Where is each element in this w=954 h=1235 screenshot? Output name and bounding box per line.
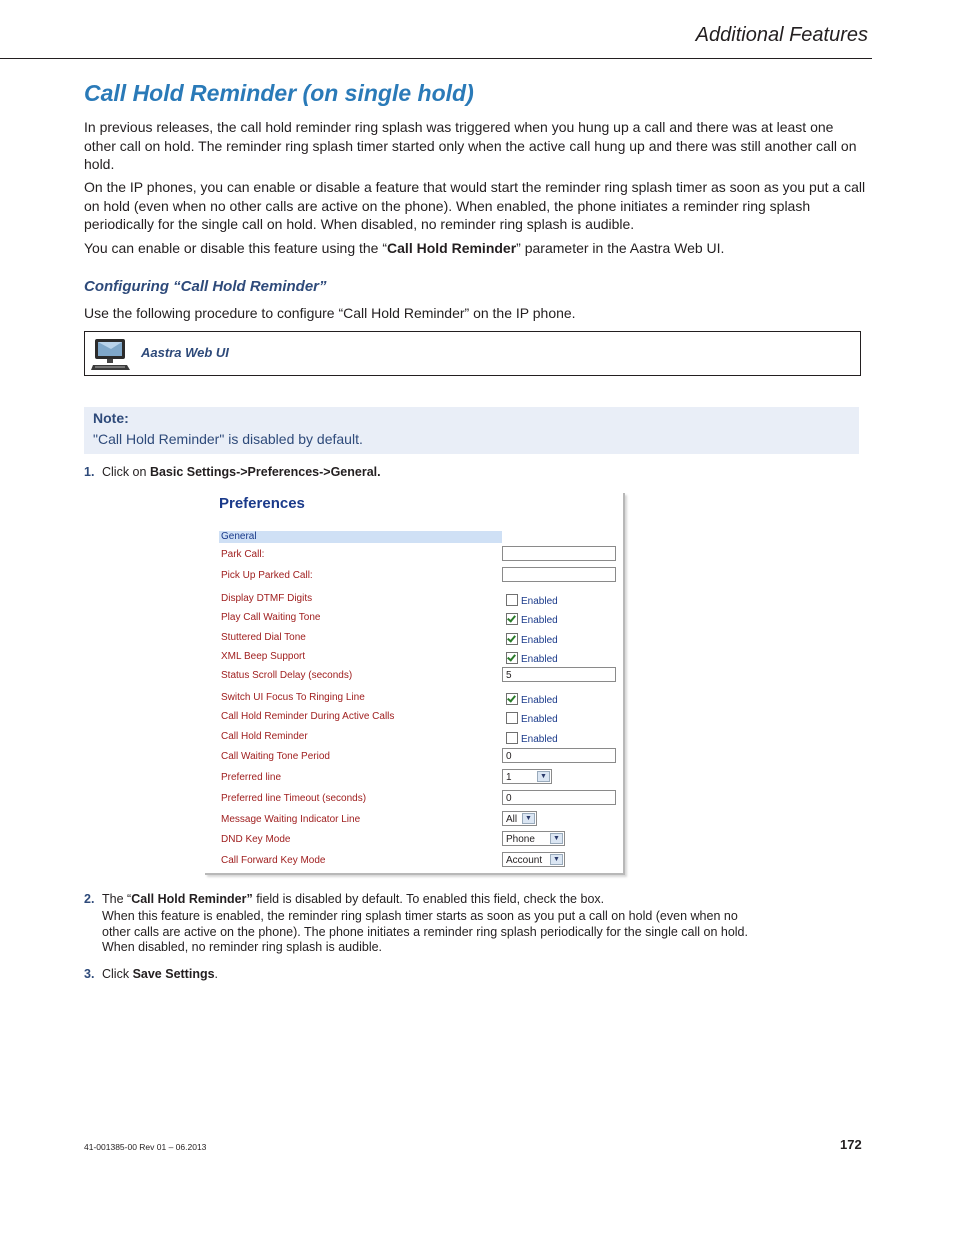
step-1-number: 1. xyxy=(84,465,95,479)
procedure-intro: Use the following procedure to configure “Call Hold Reminder” on the IP phone. xyxy=(84,305,576,321)
setting-label: Park Call: xyxy=(221,549,265,560)
paragraph-enable-disable: You can enable or disable this feature using the “Call Hold Reminder” parameter in the Aastra Web UI. xyxy=(84,240,725,256)
step-2-text: The “Call Hold Reminder” field is disabled by default. To enabled this field, check the box. xyxy=(102,892,605,906)
setting-label: Status Scroll Delay (seconds) xyxy=(221,670,353,681)
setting-label: Call Forward Key Mode xyxy=(221,855,326,866)
web-ui-banner xyxy=(84,331,861,376)
computer-icon xyxy=(91,337,131,376)
select-value: 1 xyxy=(506,772,512,783)
header-rule xyxy=(0,58,872,59)
checkbox-label: Enabled xyxy=(521,714,558,725)
step-2-detail: When this feature is enabled, the reminder ring splash timer starts as soon as you put a call on hold (even when no other calls are active on the phone). The phone initiates a reminder ring splash periodically for the single call on hold. When disabled, no reminder ring splash is audible. xyxy=(102,909,748,954)
setting-checkbox[interactable] xyxy=(506,693,558,706)
setting-label: Call Hold Reminder During Active Calls xyxy=(221,711,395,722)
checkbox-checked-icon[interactable] xyxy=(506,652,518,664)
step-3-number: 3. xyxy=(84,967,95,981)
setting-input[interactable] xyxy=(502,567,616,582)
setting-label: XML Beep Support xyxy=(221,651,306,662)
setting-label: Preferred line Timeout (seconds) xyxy=(221,793,367,804)
note-text: "Call Hold Reminder" is disabled by default. xyxy=(93,431,363,447)
checkbox-unchecked-icon[interactable] xyxy=(506,594,518,606)
setting-label: Play Call Waiting Tone xyxy=(221,612,321,623)
setting-checkbox[interactable] xyxy=(506,633,558,646)
setting-label: Display DTMF Digits xyxy=(221,593,313,604)
checkbox-label: Enabled xyxy=(521,695,558,706)
note-box xyxy=(84,407,859,454)
setting-checkbox[interactable] xyxy=(506,732,558,745)
chevron-down-icon[interactable]: ▼ xyxy=(550,854,563,865)
setting-label: Preferred line xyxy=(221,772,282,783)
select-value: Phone xyxy=(506,834,535,845)
subheading-configuring: Configuring “Call Hold Reminder” xyxy=(84,278,327,295)
setting-input[interactable]: 0 xyxy=(502,790,616,805)
select-value: All xyxy=(506,814,518,825)
setting-label: Message Waiting Indicator Line xyxy=(221,814,361,825)
checkbox-label: Enabled xyxy=(521,734,558,745)
setting-select[interactable] xyxy=(502,852,565,867)
setting-input[interactable]: 0 xyxy=(502,748,616,763)
setting-input[interactable]: 5 xyxy=(502,667,616,682)
paragraph-previous-releases: In previous releases, the call hold reminder ring splash was triggered when you hung up a call and there was at least one other call on hold. The reminder ring splash timer started only when the active call hung up and there was still another call on hold. xyxy=(84,119,857,172)
step-1-text: Click on Basic Settings->Preferences->General. xyxy=(102,465,381,479)
checkbox-label: Enabled xyxy=(521,596,558,607)
setting-label: DND Key Mode xyxy=(221,834,291,845)
note-title: Note: xyxy=(93,410,129,426)
select-value: Account xyxy=(506,855,543,866)
chevron-down-icon[interactable]: ▼ xyxy=(550,833,563,844)
checkbox-checked-icon[interactable] xyxy=(506,693,518,705)
setting-label: Stuttered Dial Tone xyxy=(221,632,306,643)
checkbox-unchecked-icon[interactable] xyxy=(506,712,518,724)
setting-input[interactable] xyxy=(502,546,616,561)
preferences-title: Preferences xyxy=(219,495,305,512)
setting-select[interactable] xyxy=(502,769,552,784)
checkbox-checked-icon[interactable] xyxy=(506,633,518,645)
preferences-screenshot xyxy=(205,493,625,875)
checkbox-checked-icon[interactable] xyxy=(506,613,518,625)
chevron-down-icon[interactable]: ▼ xyxy=(537,771,550,782)
setting-checkbox[interactable] xyxy=(506,613,558,626)
running-header: Additional Features xyxy=(695,24,868,46)
paragraph-ip-phones: On the IP phones, you can enable or disable a feature that would start the reminder ring splash timer as soon as you put a call on hold (even when no other calls are active on the phone). When enabled, the phone initiates a reminder ring splash periodically for the single call on hold. When disabled, no reminder ring splash is audible. xyxy=(84,179,866,232)
checkbox-unchecked-icon[interactable] xyxy=(506,732,518,744)
footer-doc-id: 41-001385-00 Rev 01 – 06.2013 xyxy=(84,1142,207,1152)
step-3-text: Click Save Settings. xyxy=(102,967,219,981)
step-2-number: 2. xyxy=(84,892,95,906)
chevron-down-icon[interactable]: ▼ xyxy=(522,813,535,824)
web-ui-label: Aastra Web UI xyxy=(141,345,229,360)
setting-label: Call Hold Reminder xyxy=(221,731,308,742)
setting-select[interactable] xyxy=(502,831,565,846)
page-title: Call Hold Reminder (on single hold) xyxy=(84,80,474,106)
setting-checkbox[interactable] xyxy=(506,652,558,665)
setting-label: Call Waiting Tone Period xyxy=(221,751,330,762)
checkbox-label: Enabled xyxy=(521,635,558,646)
setting-label: Switch UI Focus To Ringing Line xyxy=(221,692,365,703)
checkbox-label: Enabled xyxy=(521,654,558,665)
setting-checkbox[interactable] xyxy=(506,594,558,607)
setting-select[interactable] xyxy=(502,811,537,826)
general-section-header: General xyxy=(219,531,502,543)
setting-label: Pick Up Parked Call: xyxy=(221,570,313,581)
page-number: 172 xyxy=(840,1137,862,1152)
setting-checkbox[interactable] xyxy=(506,712,558,725)
checkbox-label: Enabled xyxy=(521,615,558,626)
